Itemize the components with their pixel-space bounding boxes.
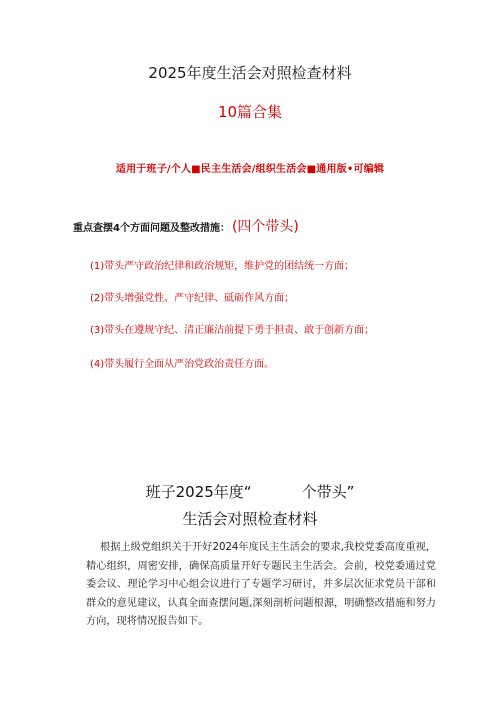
- document-subtitle: 10篇合集: [217, 103, 283, 121]
- body-paragraph: 根据上级党组织关于开好2024年度民主生活会的要求,我校党委高度重视，精心组织，周密安排，确保高质量开好专题民主生活会。会前，校党委通过党委会议、理论学习中心组会议进行了专题学习研讨，并多层次征求党员干部和群众的意见建议，认真全面查摆问题,深刻剖析问题根源，明确整改措施和努力方向，现将情况报告如下。: [86, 542, 436, 627]
- scope-line: 适用于班子/个人■民主生活会/组织生活会■通用版•可编辑: [115, 164, 385, 175]
- focus-item-1: (1)带头严守政治纪律和政治规矩，维护党的团结统一方面；: [90, 261, 355, 272]
- section-title-left: 班子2025年度“: [145, 483, 252, 501]
- section-title-line1: [0, 481, 500, 502]
- focus-item-3: (3)带头在遵规守纪、清正廉洁前提下勇于担责、敢于创新方面；: [90, 325, 375, 336]
- section-title-line2: 生活会对照检查材料: [182, 510, 318, 528]
- focus-item-2: (2)带头增强党性、严守纪律、砥砺作风方面；: [90, 293, 295, 304]
- focus-label: 重点查摆4个方面问题及整改措施：: [73, 223, 230, 234]
- section-title-right: 个带头”: [301, 483, 355, 501]
- focus-emphasis: (四个带头): [231, 219, 299, 235]
- focus-item-4: (4)带头履行全面从严治党政治责任方面。: [90, 359, 275, 370]
- focus-heading: [73, 216, 299, 236]
- document-title: 2025年度生活会对照检查材料: [148, 64, 352, 82]
